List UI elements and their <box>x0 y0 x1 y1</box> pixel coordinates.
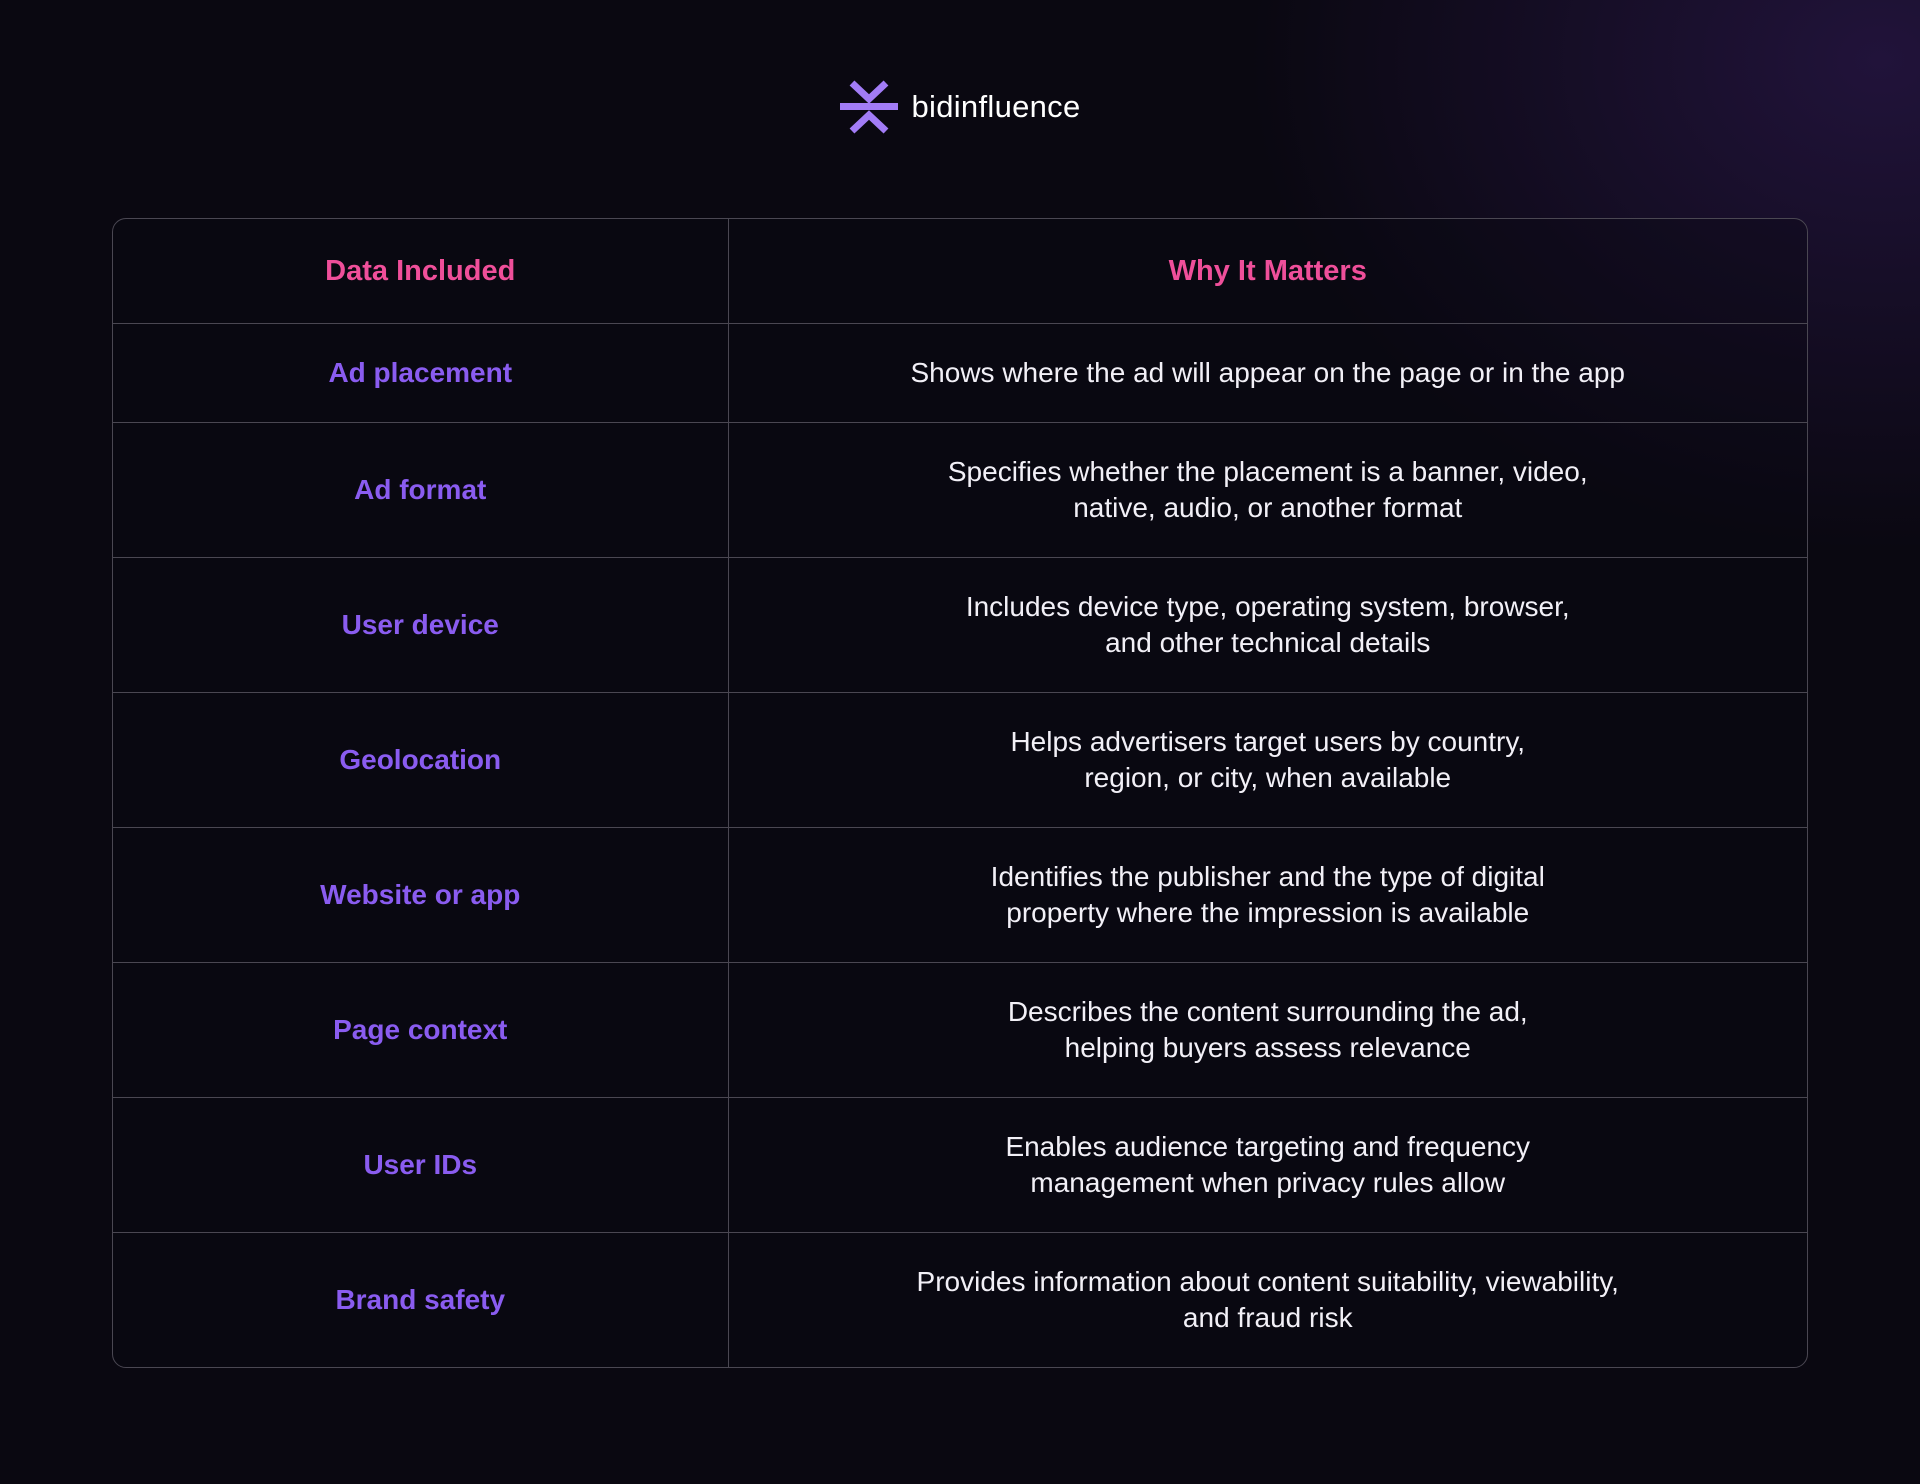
row-label: Website or app <box>113 828 728 963</box>
description-line: helping buyers assess relevance <box>1064 1032 1471 1063</box>
column-header-why-it-matters: Why It Matters <box>728 219 1807 324</box>
row-description <box>728 693 1807 828</box>
description-line: Specifies whether the placement is a banner, video, <box>947 456 1588 487</box>
row-label: User device <box>113 558 728 693</box>
description-line: and fraud risk <box>1182 1302 1353 1333</box>
row-label: User IDs <box>113 1098 728 1233</box>
table-row <box>113 963 1807 1098</box>
row-description <box>728 423 1807 558</box>
row-label: Page context <box>113 963 728 1098</box>
description-line: and other technical details <box>1105 627 1431 658</box>
row-description <box>728 1098 1807 1233</box>
data-table <box>112 218 1808 1368</box>
row-description <box>728 828 1807 963</box>
description-line: Shows where the ad will appear on the page or in the app <box>910 357 1625 388</box>
brand-name: bidinfluence <box>911 89 1081 124</box>
row-description <box>728 558 1807 693</box>
description-line: management when privacy rules allow <box>1030 1167 1506 1198</box>
description-line: Enables audience targeting and frequency <box>1005 1131 1531 1162</box>
row-description <box>728 963 1807 1098</box>
row-description <box>728 1233 1807 1368</box>
description-line: Identifies the publisher and the type of digital <box>990 861 1545 892</box>
table-row <box>113 1233 1807 1368</box>
description-line: Includes device type, operating system, browser, <box>965 591 1570 622</box>
column-header-data-included: Data Included <box>113 219 728 324</box>
description-line: region, or city, when available <box>1084 762 1452 793</box>
table-row <box>113 558 1807 693</box>
description-line: Provides information about content suitability, viewability, <box>916 1266 1619 1297</box>
row-label: Brand safety <box>335 1284 506 1315</box>
brand-header <box>0 76 1920 138</box>
description-line: native, audio, or another format <box>1073 492 1463 523</box>
description-line: Helps advertisers target users by country, <box>1010 726 1526 757</box>
description-line: property where the impression is available <box>1006 897 1530 928</box>
bidinfluence-logo-icon <box>839 79 899 135</box>
table-row <box>113 423 1807 558</box>
row-label: Geolocation <box>113 693 728 828</box>
table-header-row <box>113 219 1807 324</box>
row-label: Ad format <box>113 423 728 558</box>
table-row <box>113 1098 1807 1233</box>
row-description <box>728 324 1807 423</box>
row-label: Ad placement <box>113 324 728 423</box>
table-row <box>113 693 1807 828</box>
table-row <box>113 828 1807 963</box>
description-line: Describes the content surrounding the ad, <box>1007 996 1528 1027</box>
table-row <box>113 324 1807 423</box>
